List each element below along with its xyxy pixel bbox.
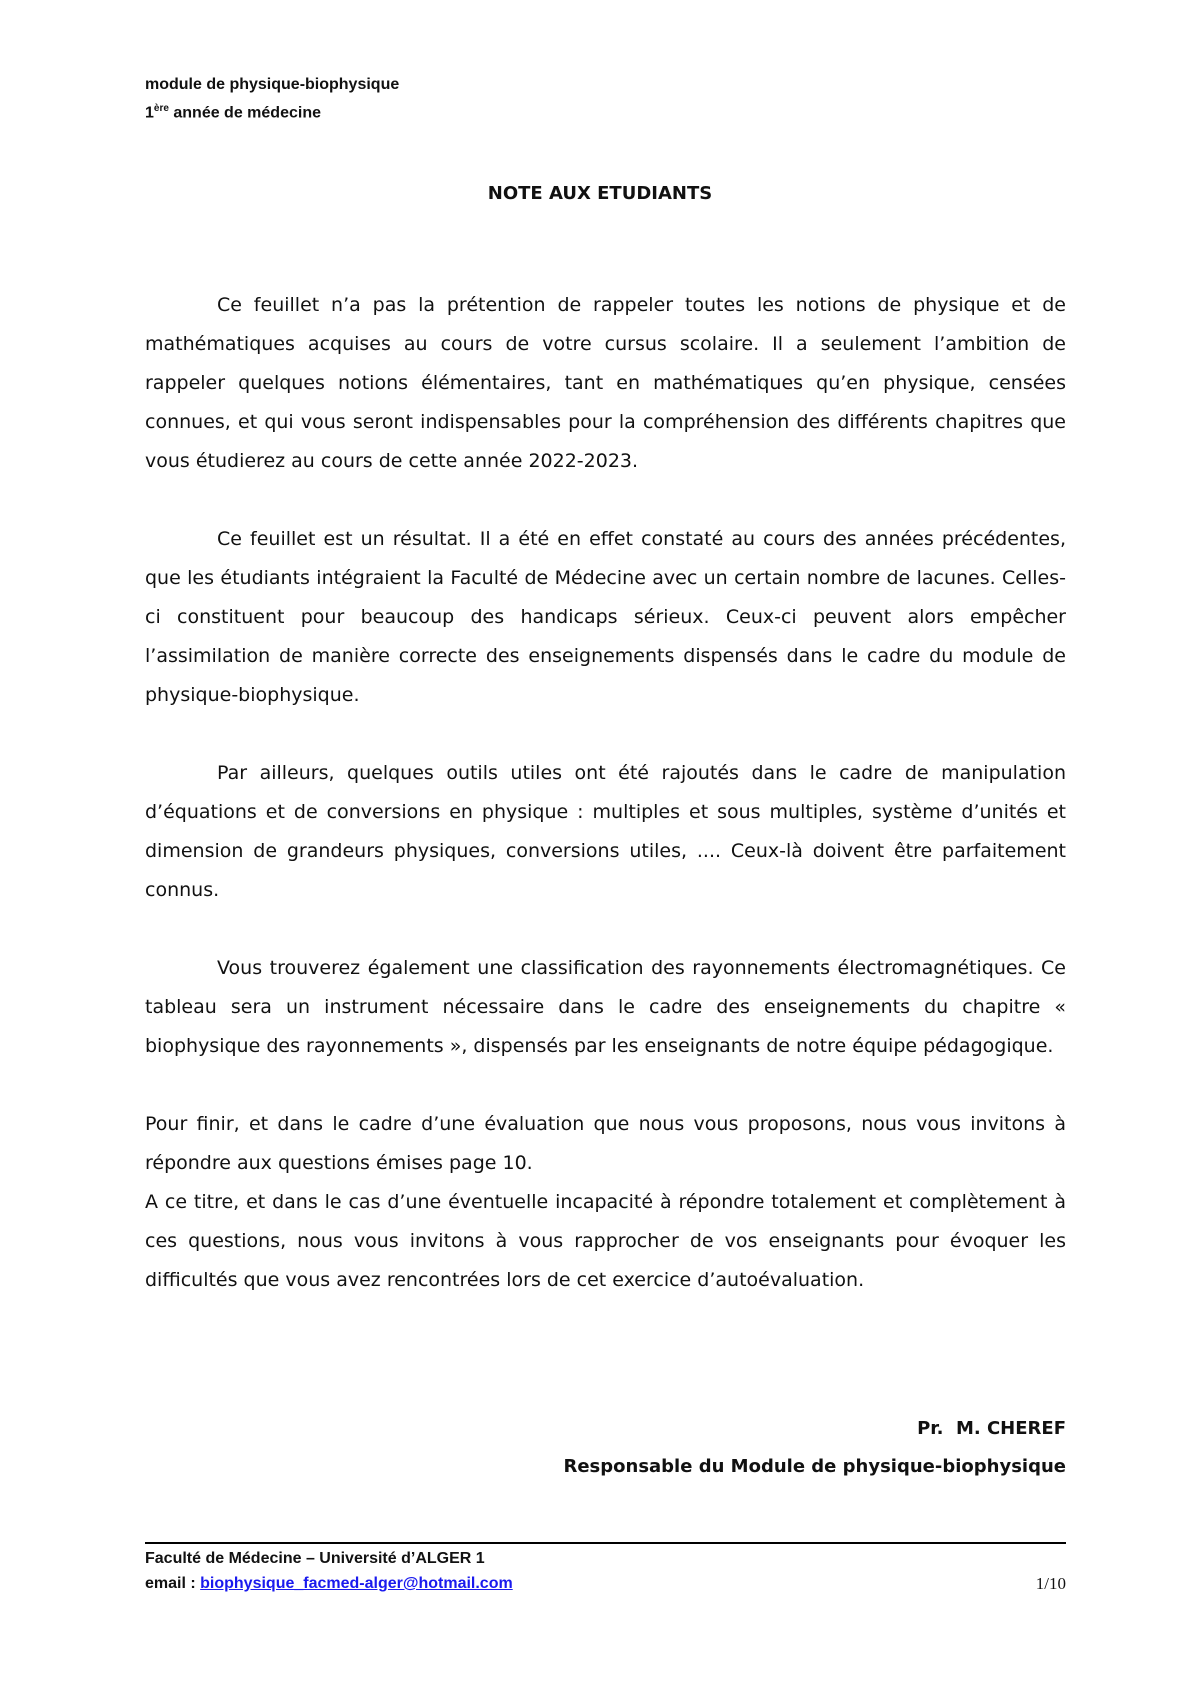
year-number: 1 [145,104,154,122]
footer-email-line [145,1571,1066,1596]
paragraph-6: A ce titre, et dans le cas d’une éventuelle incapacité à répondre totalement et complètement à ces questions, nous vous invitons à vous rapprocher de vos enseignants pour évoquer les difficultés que vous avez rencontrées lors de cet exercice d’autoévaluation. [145,1191,1066,1291]
signature-role: Responsable du Module de physique-biophysique [563,1456,1066,1477]
year-text: année de médecine [168,104,321,122]
year-label [145,97,399,125]
page-title: NOTE AUX ETUDIANTS [487,183,713,204]
year-superscript: ère [153,103,169,114]
signature-name: Pr. M. CHEREF [917,1418,1066,1439]
footer-divider [145,1542,1066,1544]
page-footer [145,1546,1066,1596]
paragraph-1: Ce feuillet n’a pas la prétention de rappeler toutes les notions de physique et de mathématiques acquises au cours de votre cursus scolaire. Il a seulement l’ambition de rappeler quelques notions élémentaires, tant en mathématiques qu’en physique, censées connues, et qui vous seront indispensables pour la compréhension des différents chapitres que vous étudierez au cours de cette année 2022-2023. [145,294,1066,472]
email-link[interactable]: biophysique_facmed-alger@hotmail.com [200,1575,513,1592]
signature-block [563,1410,1066,1486]
paragraph-2: Ce feuillet est un résultat. Il a été en effet constaté au cours des années précédentes, que les étudiants intégraient la Faculté de Médecine avec un certain nombre de lacunes. Celles-ci constituent pour beaucoup des handicaps sérieux. Ceux-ci peuvent alors empêcher l’assimilation de manière correcte des enseignements dispensés dans le cadre du module de physique-biophysique. [145,528,1066,706]
paragraph-4: Vous trouverez également une classification des rayonnements électromagnétiques. Ce tableau sera un instrument nécessaire dans le cadre des enseignements du chapitre « biophysique des rayonnements », dispensés par les enseignants de notre équipe pédagogique. [145,957,1066,1057]
module-name: module de physique-biophysique [145,76,400,93]
email-label: email : [145,1575,201,1592]
paragraph-3: Par ailleurs, quelques outils utiles ont été rajoutés dans le cadre de manipulation d’équations et de conversions en physique : multiples et sous multiples, système d’unités et dimension de grandeurs physiques, conversions utiles, .... Ceux-là doivent être parfaitement connus. [145,762,1066,901]
footer-institution: Faculté de Médecine – Université d’ALGER 1 [145,1550,485,1567]
page-header [145,73,399,125]
paragraph-5: Pour finir, et dans le cadre d’une évaluation que nous vous proposons, nous vous invitons à répondre aux questions émises page 10. [145,1113,1066,1174]
page-number: 1/10 [1035,1574,1066,1593]
body-text [145,286,1066,1300]
